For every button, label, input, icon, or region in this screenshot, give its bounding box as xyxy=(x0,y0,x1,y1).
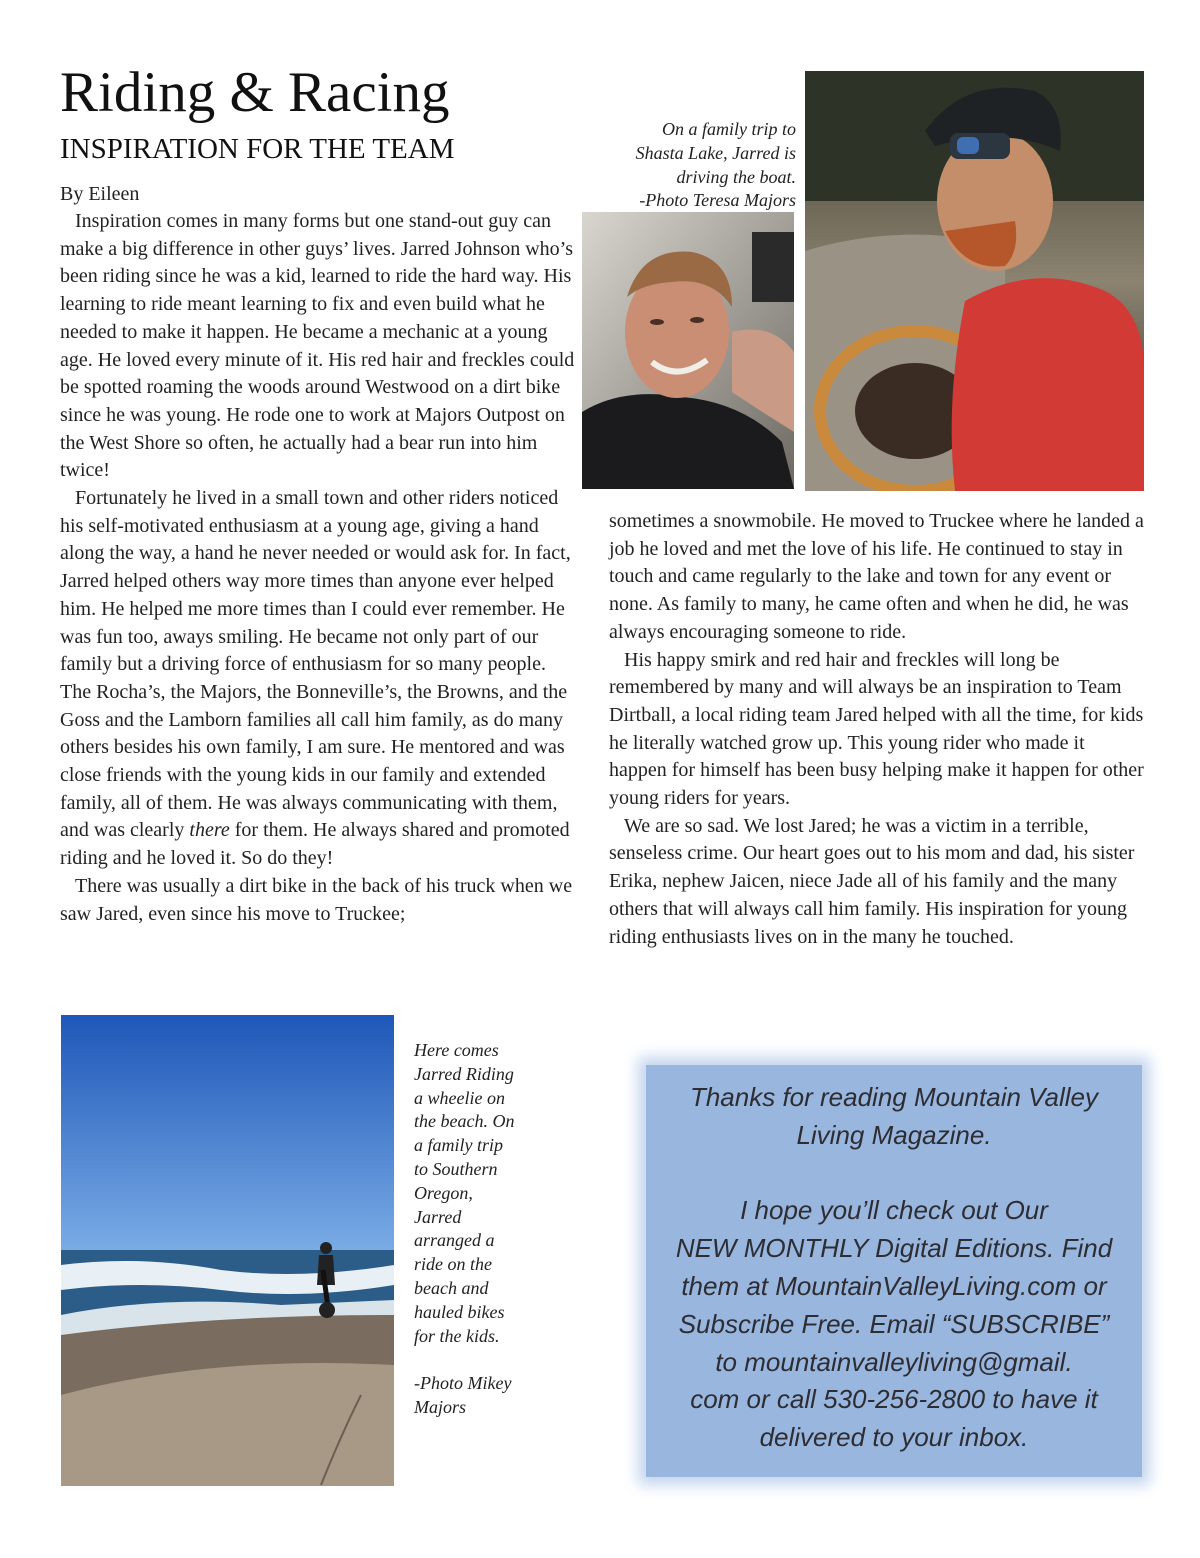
paragraph-text: Fortunately he lived in a small town and other riders noticed his self-motivated enthusiasm at a young age, giving a hand along the way, a hand he never needed or would ask for. In fact, Jarred helped others way more times than anyone ever helped him. He helped me more times than I could ever remember. He was fun too, aways smiling. He became not only part of our family but a driving force of enthusiasm for so many people. The Rocha’s, the Majors, the Bonneville’s, the Browns, and the Goss and the Lamborn families all call him family, as do many others besides his own family, I am sure. He mentored and was close friends with the young kids in our family and extended family, all of them. He was always communicating with them, and was clearly xyxy=(60,487,571,842)
emphasis-text: there xyxy=(189,819,230,842)
caption-line: hauled bikes xyxy=(414,1301,505,1322)
caption-line: -Photo Mikey xyxy=(414,1373,512,1394)
caption-line: Jarred Riding xyxy=(414,1063,514,1084)
caption-line: a family trip xyxy=(414,1135,503,1156)
caption-line: a wheelie on xyxy=(414,1087,505,1108)
caption-line: for the kids. xyxy=(414,1325,500,1346)
caption-line xyxy=(414,1348,539,1372)
paragraph: His happy smirk and red hair and freckles will long be remembered by many and will always be an inspiration to Team Dirtball, a local riding team Jared helped with all the time, for kids he literally watched grow up. This young rider who made it happen for himself has been busy helping make it happen for other young riders for years. xyxy=(609,648,1144,810)
caption-line: to Southern xyxy=(414,1158,498,1179)
article-column-right xyxy=(609,508,1144,951)
promo-line: com or call 530-256-2800 to have it xyxy=(690,1384,1098,1415)
paragraph: Inspiration comes in many forms but one stand-out guy can make a big difference in other guys’ lives. Jarred Johnson who’s been riding since he was a kid, learned to ride the hard way. His learning to ride meant learning to fix and even build what he needed to make it happen. He became a mechanic at a young age. He loved every minute of it. His red hair and freckles could be spotted roaming the woods around Westwood on a dirt bike since he was young. He rode one to work at Majors Outpost on the West Shore so often, he actually had a bear run into him twice! xyxy=(60,210,575,482)
subscribe-promo-box xyxy=(646,1065,1142,1477)
caption-line: Oregon, xyxy=(414,1182,473,1203)
beach-photo xyxy=(61,1015,394,1486)
caption-line: Jarred xyxy=(414,1206,462,1227)
byline: By Eileen xyxy=(60,183,140,205)
caption-line: driving the boat. xyxy=(676,166,796,187)
caption-line: Majors xyxy=(414,1396,467,1417)
paragraph: There was usually a dirt bike in the back of his truck when we saw Jared, even since his move to Truckee; xyxy=(60,874,573,925)
caption-line: On a family trip to xyxy=(662,119,796,139)
paragraph: sometimes a snowmobile. He moved to Truckee where he landed a job he loved and met the love of his life. He continued to stay in touch and came regularly to the lake and town for any event or none. As family to many, he came often and when he did, he was always encouraging someone to ride. xyxy=(609,510,1144,643)
caption-line: -Photo Teresa Majors xyxy=(639,190,796,211)
caption-line: arranged a xyxy=(414,1230,495,1251)
promo-line: to mountainvalleyliving@gmail. xyxy=(715,1346,1073,1377)
portrait-photo xyxy=(582,212,794,489)
promo-line: delivered to your inbox. xyxy=(759,1422,1029,1453)
caption-line: the beach. On xyxy=(414,1111,515,1132)
paragraph-text: for them. He always shared and promoted riding and he loved it. So do they! xyxy=(60,819,570,870)
beach-photo-caption xyxy=(414,1039,539,1420)
promo-line: Thanks for reading Mountain Valley xyxy=(689,1082,1099,1112)
article-column-left xyxy=(60,208,580,928)
caption-line: beach and xyxy=(414,1277,489,1298)
article-subtitle: INSPIRATION FOR THE TEAM xyxy=(60,133,455,165)
boat-photo-caption xyxy=(596,118,796,213)
promo-line: Living Magazine. xyxy=(796,1119,992,1150)
boat-photo xyxy=(805,71,1144,491)
promo-line: them at MountainValleyLiving.com or xyxy=(681,1270,1107,1301)
paragraph xyxy=(60,485,580,873)
caption-line: Shasta Lake, Jarred is xyxy=(635,142,796,163)
caption-line: Here comes xyxy=(414,1040,499,1060)
article-title: Riding & Racing xyxy=(60,61,450,124)
promo-line: NEW MONTHLY Digital Editions. Find xyxy=(675,1233,1113,1264)
promo-line: I hope you’ll check out Our xyxy=(740,1195,1048,1226)
paragraph: We are so sad. We lost Jared; he was a victim in a terrible, senseless crime. Our heart goes out to his mom and dad, his sister Erika, nephew Jaicen, niece Jade all of his family and the many others that will always call him family. His inspiration for young riding enthusiasts lives on in the many he touched. xyxy=(609,814,1135,948)
promo-line: Subscribe Free. Email “SUBSCRIBE” xyxy=(678,1308,1110,1339)
caption-line: ride on the xyxy=(414,1254,492,1275)
